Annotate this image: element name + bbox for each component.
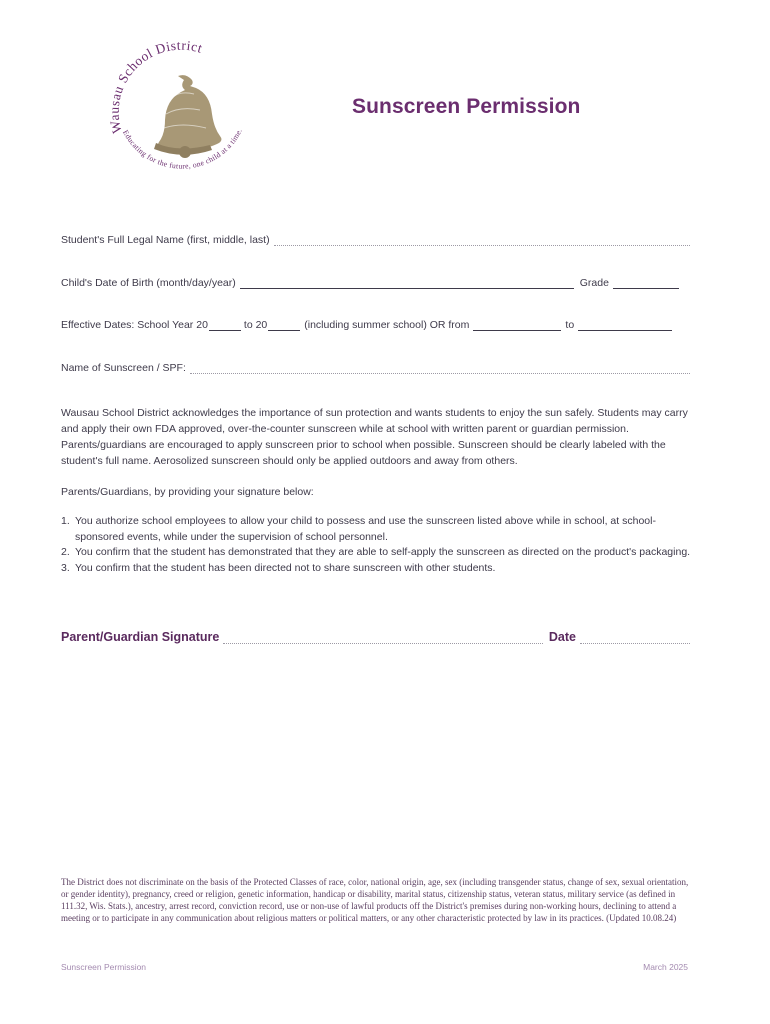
list-item xyxy=(61,545,691,561)
dob-row xyxy=(61,277,690,289)
to-date-field[interactable] xyxy=(578,320,672,331)
footer-date: March 2025 xyxy=(643,962,688,972)
effective-dates-label: Effective Dates: School Year 20 xyxy=(61,319,208,331)
dob-label: Child's Date of Birth (month/day/year) xyxy=(61,277,236,289)
from-date-field[interactable] xyxy=(473,320,561,331)
sunscreen-field[interactable] xyxy=(190,363,690,374)
signature-field[interactable] xyxy=(223,633,543,644)
logo-bottom-text: Educating for the future, one child at a time. xyxy=(121,126,244,171)
list-number: 2. xyxy=(61,546,70,558)
list-number: 3. xyxy=(61,561,70,574)
grade-label: Grade xyxy=(579,277,609,289)
signature-label: Parent/Guardian Signature xyxy=(61,630,220,644)
date-label: Date xyxy=(548,630,576,644)
grade-field[interactable] xyxy=(613,278,679,289)
list-text: You confirm that the student has been directed not to share sunscreen with other students. xyxy=(75,561,496,574)
list-text: You authorize school employees to allow your child to possess and use the sunscreen listed above while in school, at school-sponsored events, while under the supervision of school personnel. xyxy=(75,515,656,543)
list-number: 1. xyxy=(61,515,70,527)
bell-icon xyxy=(154,75,221,158)
student-name-field[interactable] xyxy=(274,235,690,246)
bell-logo-icon xyxy=(100,40,260,195)
effective-to-20-label: to 20 xyxy=(243,319,268,331)
footer-form-name: Sunscreen Permission xyxy=(61,962,147,972)
dob-field[interactable] xyxy=(240,278,574,289)
nondiscrimination-statement: The District does not discriminate on the basis of the Protected Classes of race, color, national origin, age, sex (including transgender status, change of sex, sexual orientation, or gender identity), pregnancy, creed or religion, genetic information, handicap or disability, marital status, citizenship status, veteran status, military service (as defined in 111.32, Wis. Stats.), ancestry, arrest record, conviction record, use or non-use of lawful products off the District's premises during non-working hours, declining to attend a meeting or to participate in any communication about religious matters or political matters, or any other characteristic protected by law in its practices. (Updated 10.08.24) xyxy=(61,877,689,923)
signature-row xyxy=(61,630,690,644)
list-item xyxy=(61,514,691,545)
policy-paragraph: Wausau School District acknowledges the importance of sun protection and wants students to enjoy the sun safely. Students may carry and apply their own FDA approved, over-the-counter sunscreen while at school with written parent or guardian permission. Parents/guardians are encouraged to apply sunscreen prior to school when possible. Sunscreen should be clearly labeled with the student's full name. Aerosolized sunscreen should only be applied outdoors and away from others. xyxy=(61,407,688,467)
effective-dates-row xyxy=(61,319,690,331)
including-summer-label: (including summer school) OR from xyxy=(304,319,470,331)
school-year-end-field[interactable] xyxy=(268,320,300,331)
student-name-row xyxy=(61,234,690,246)
list-item xyxy=(61,561,691,577)
school-year-start-field[interactable] xyxy=(209,320,241,331)
consent-list xyxy=(61,514,691,576)
to-label: to xyxy=(565,319,575,331)
student-name-label: Student's Full Legal Name (first, middle, last) xyxy=(61,234,270,246)
logo-top-text: Wausau School District xyxy=(106,40,205,135)
list-text: You confirm that the student has demonstrated that they are able to self-apply the sunscreen as directed on the product's packaging. xyxy=(75,546,691,558)
district-logo xyxy=(100,40,260,195)
page-title: Sunscreen Permission xyxy=(352,95,581,118)
date-field[interactable] xyxy=(580,633,690,644)
sunscreen-label: Name of Sunscreen / SPF: xyxy=(61,362,186,374)
sunscreen-row xyxy=(61,362,690,374)
signature-intro: Parents/Guardians, by providing your signature below: xyxy=(61,486,314,498)
